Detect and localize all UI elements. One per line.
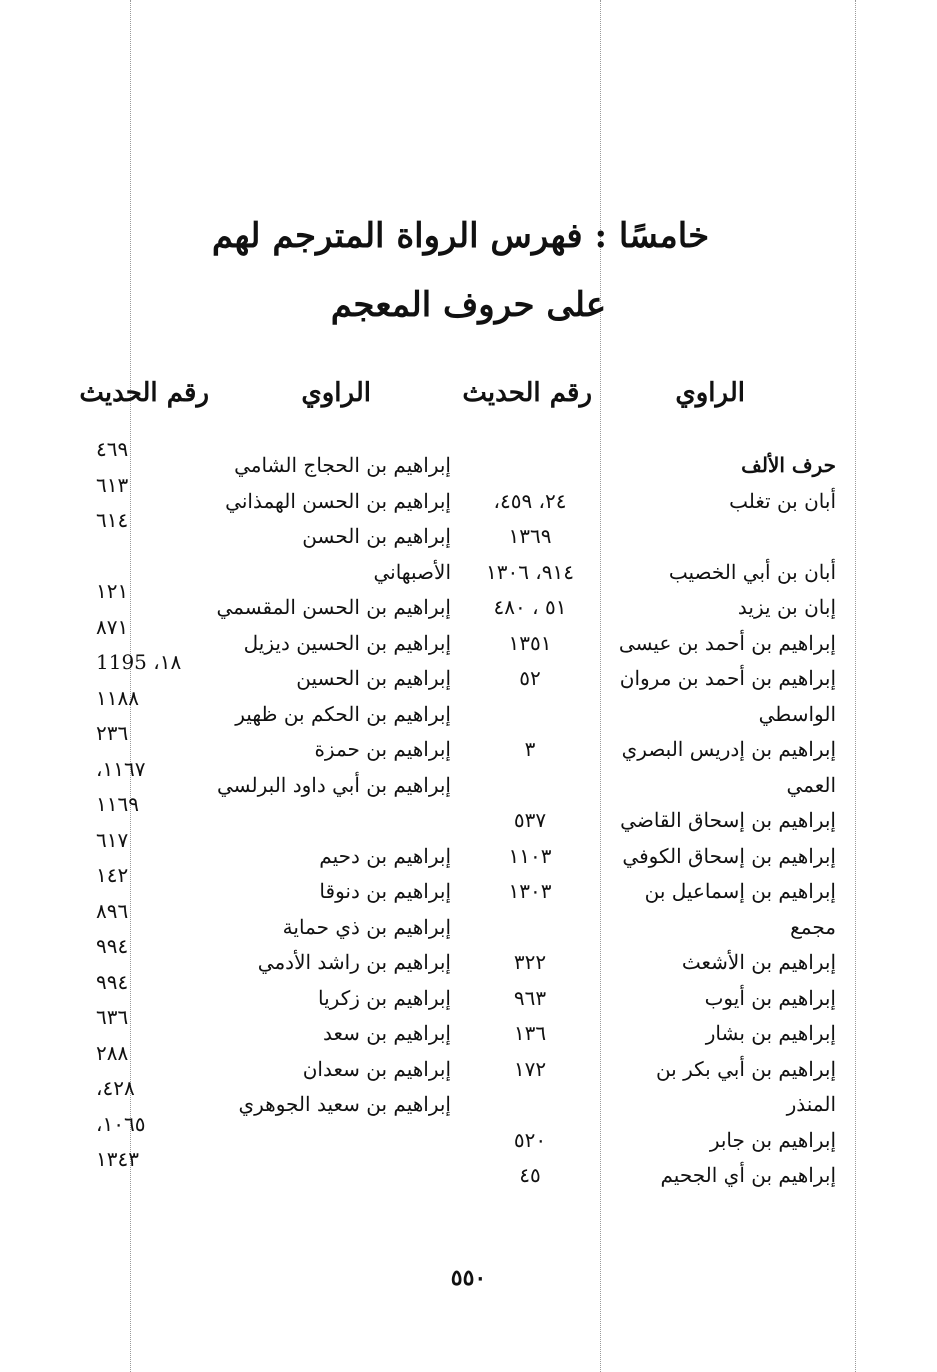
- narrator-entry: إبراهيم بن حمزة: [314, 737, 451, 761]
- narrator-entry: إبراهيم بن سعد: [322, 1021, 451, 1045]
- hadith-number: ١٢١: [96, 579, 129, 603]
- narrator-entry: إبراهيم بن إسحاق القاضي: [620, 808, 836, 832]
- left-narrator-column: [216, 448, 451, 1123]
- hadith-number: ٢٨٨: [96, 1040, 129, 1065]
- hadith-number: ٨٩٦: [96, 898, 129, 923]
- hadith-number: ٥٢: [519, 666, 541, 690]
- narrator-entry: إبراهيم بن جابر: [709, 1127, 836, 1152]
- header-narrator-left: الراوي: [301, 378, 371, 408]
- hadith-number: ٦١٧: [96, 827, 129, 852]
- hadith-number: ١١٠٣: [508, 843, 552, 868]
- narrator-entry: أبان بن أبي الخصيب: [668, 559, 836, 584]
- narrator-entry: إبراهيم بن سعيد الجوهري: [238, 1092, 451, 1116]
- hadith-number: ١٣٤٣: [96, 1147, 139, 1171]
- narrator-entry: إبراهيم بن الحسن الهمذاني: [225, 488, 451, 513]
- hadith-number: ١١٦٧،: [96, 756, 146, 781]
- right-narrator-column: [596, 448, 836, 1194]
- page-subtitle: على حروف المعجم: [330, 285, 607, 325]
- page-title: خامسًا : فهرس الرواة المترجم لهم: [211, 216, 710, 256]
- hadith-number: ١١٦٩: [96, 792, 139, 816]
- narrator-entry: الواسطي: [758, 701, 836, 726]
- narrator-entry: إبراهيم بن بشار: [705, 1021, 836, 1045]
- hadith-number: [476, 697, 584, 733]
- narrator-entry: إبراهيم بن الأشعث: [681, 950, 836, 974]
- hadith-number: ١٣٠٣: [508, 879, 552, 903]
- narrator-entry: إبراهيم بن إسحاق الكوفي: [622, 843, 836, 868]
- hadith-number: ٩٩٤: [96, 969, 129, 994]
- left-number-column: [96, 432, 206, 1178]
- hadith-number: ٩١٤، ١٣٠٦: [485, 559, 574, 584]
- hadith-number: ١٣٦٩: [508, 524, 552, 548]
- hadith-number: ٩٩٤: [96, 934, 129, 958]
- hadith-number: [96, 539, 206, 575]
- narrator-entry: المنذر: [786, 1092, 836, 1116]
- hadith-number: ٦٣٦: [96, 1005, 129, 1029]
- narrator-entry: إبراهيم بن الحسين ديزيل: [243, 630, 451, 655]
- narrator-entry: إبراهيم بن أيوب: [704, 985, 836, 1010]
- hadith-number: ٥٢٠: [513, 1127, 547, 1152]
- hadith-number: ١٠٦٥،: [96, 1111, 146, 1136]
- narrator-entry: إبراهيم بن أي الجحيم: [660, 1163, 836, 1187]
- header-number-left: رقم الحديث: [79, 378, 209, 408]
- hadith-number: ٨٧١: [96, 614, 129, 639]
- narrator-entry: إبراهيم بن الحسين: [296, 666, 451, 690]
- narrator-entry: [596, 519, 836, 555]
- narrator-entry: إبراهيم بن دحيم: [319, 843, 451, 868]
- hadith-number: [476, 1087, 584, 1123]
- hadith-number: ٥١ ، ٤٨٠: [493, 595, 567, 619]
- hadith-number: ١٣٦: [513, 1021, 547, 1045]
- narrator-entry: الأصبهاني: [373, 559, 451, 584]
- narrator-entry: إبراهيم بن إدريس البصري: [621, 737, 836, 761]
- narrator-entry: إبراهيم بن إسماعيل بن: [644, 879, 836, 903]
- hadith-number: ٦١٤: [96, 508, 129, 532]
- hadith-number: ١٨، 1195: [96, 650, 182, 674]
- hadith-number: ١٧٢: [513, 1056, 547, 1081]
- hadith-number: [476, 910, 584, 946]
- header-narrator-right: الراوي: [675, 378, 745, 408]
- narrator-entry: مجمع: [790, 914, 836, 939]
- narrator-entry: إبراهيم بن الحكم بن ظهير: [235, 701, 451, 726]
- narrator-entry: إبراهيم بن دنوقا: [319, 879, 451, 903]
- narrator-entry: أبان بن تغلب: [729, 488, 836, 513]
- hadith-number: ٣: [524, 737, 536, 761]
- narrator-entry: إبراهيم بن الحسن: [302, 524, 451, 548]
- hadith-number: ٥٣٧: [513, 808, 547, 832]
- narrator-entry: إبراهيم بن الحجاج الشامي: [234, 453, 451, 477]
- hadith-number: ٤٦٩: [96, 437, 129, 461]
- hadith-number: ٦١٣: [96, 472, 129, 497]
- hadith-number: ٤٢٨،: [96, 1076, 135, 1100]
- page-number: ٥٥٠: [450, 1265, 487, 1291]
- narrator-entry: العمي: [786, 772, 836, 797]
- narrator-entry: إبراهيم بن راشد الأدمي: [257, 950, 451, 974]
- section-heading: حرف الألف: [741, 453, 836, 477]
- hadith-number: ٣٢٢: [513, 950, 547, 974]
- narrator-entry: إبراهيم بن زكريا: [318, 985, 451, 1010]
- hadith-number: [476, 768, 584, 804]
- narrator-entry: إبراهيم بن ذي حماية: [282, 914, 451, 939]
- narrator-entry: إبراهيم بن الحسن المقسمي: [216, 595, 451, 619]
- hadith-number: ١٤٢: [96, 863, 129, 887]
- hadith-number: ٤٥: [519, 1163, 541, 1187]
- hadith-number: ٢٤، ٤٥٩،: [493, 488, 567, 513]
- hadith-number: [476, 448, 584, 484]
- hadith-number: ٢٣٦: [96, 721, 129, 745]
- narrator-entry: إبراهيم بن أحمد بن عيسى: [618, 630, 836, 655]
- narrator-entry: إبراهيم بن أبي بكر بن: [655, 1056, 836, 1081]
- hadith-number: ٩٦٣: [513, 985, 547, 1010]
- header-number-right: رقم الحديث: [462, 378, 592, 408]
- narrator-entry: إبراهيم بن سعدان: [302, 1056, 451, 1081]
- narrator-entry: [216, 803, 451, 839]
- hadith-number: ١٣٥١: [508, 630, 552, 655]
- narrator-entry: إبراهيم بن أحمد بن مروان: [619, 666, 836, 690]
- hadith-number: ١١٨٨: [96, 685, 139, 710]
- narrator-entry: إبان بن يزيد: [737, 595, 836, 619]
- right-number-column: [476, 448, 584, 1194]
- narrator-entry: إبراهيم بن أبي داود البرلسي: [217, 772, 451, 797]
- page-guide-line: [855, 0, 856, 1372]
